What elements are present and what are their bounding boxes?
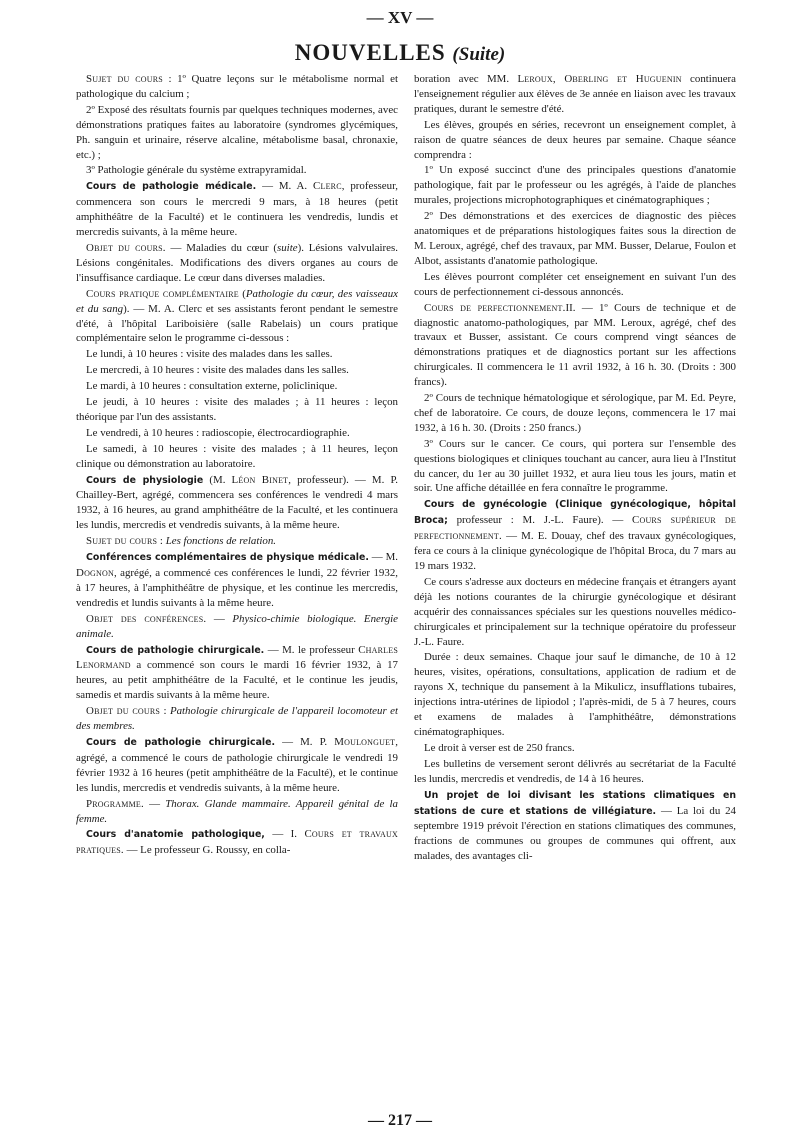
paragraph-t: — I.	[264, 828, 305, 841]
paragraph-sc: Cours pratique complémentaire	[86, 287, 239, 300]
paragraph-sc2: Moulonguet	[334, 735, 396, 748]
right-column	[414, 72, 736, 1098]
right-paragraph	[414, 437, 736, 497]
paragraph-t: — M. le professeur	[264, 643, 359, 656]
paragraph-it: suite	[277, 241, 298, 254]
paragraph-t: Le samedi, à 10 heures : visite des malades ; à 11 heures, leçon clinique ou démonstration au laboratoire.	[76, 442, 398, 470]
paragraph-t: :	[160, 705, 170, 718]
left-paragraph	[76, 163, 398, 178]
right-paragraph	[414, 575, 736, 650]
paragraph-it: Les fonctions de relation.	[165, 535, 276, 548]
right-paragraph	[414, 72, 736, 117]
paragraph-t2: , professeur). — M. P. Chailley-Bert, agrégé, commencera ses conférences le vendredi 4 mars 1932, à 16 heures, au grand amphithéâtre de la Faculté, et les continuera les lundis, mercredis et vendredis suivants, à la même heure.	[76, 473, 398, 532]
paragraph-t: Le droit à verser est de 250 francs.	[424, 741, 575, 754]
paragraph-t: II.	[565, 301, 582, 314]
paragraph-t: Le lundi, à 10 heures : visite des malades dans les salles.	[86, 348, 333, 361]
paragraph-it: Pathologie chirurgicale de l'appareil locomoteur et des membres.	[76, 705, 398, 733]
paragraph-h: Cours de pathologie médicale.	[86, 181, 257, 193]
left-paragraph	[76, 179, 398, 240]
paragraph-t: (	[238, 287, 246, 300]
paragraph-t2: — 1º Cours de technique et de diagnostic anatomo-pathologiques, par MM. Leroux, agrégé, chef des travaux et Busser, assistant. Ce cours comprend vingt séances de démonstrations pratiques et de diagnostics portant sur les affections chirurgicales. Il commencera le 11 avril 1932, à 16 h. 30. (Droits : 300 francs).	[414, 301, 736, 389]
paragraph-t: Le mardi, à 10 heures : consultation externe, policlinique.	[86, 380, 338, 393]
right-paragraph	[414, 118, 736, 163]
paragraph-t: — M. A.	[256, 180, 314, 193]
paragraph-t2: , agrégé, a commencé le cours de pathologie chirurgicale le vendredi 19 février 1932 à 16 heures (petit amphithéâtre de la Faculté), et le continue les lundis, mercredis et vendredis suivants, à la même heure.	[76, 735, 398, 794]
paragraph-h: Cours de physiologie	[86, 474, 204, 486]
right-paragraph	[414, 301, 736, 390]
right-paragraph	[414, 757, 736, 787]
paragraph-sc: Cours de perfectionnement.	[424, 301, 566, 314]
paragraph-sc: Objet des conférences.	[86, 612, 207, 625]
left-paragraph	[76, 797, 398, 827]
paragraph-sc: Sujet du cours	[86, 73, 163, 85]
page-number: — 217 —	[368, 1112, 432, 1129]
paragraph-t2: — Le professeur G. Roussy, en colla-	[123, 844, 291, 857]
paragraph-t2: a commencé son cours le mardi 16 février 1932, à 17 heures, au petit amphithéâtre de la Faculté, et le continue les jeudis, samedis et mardis suivants à la même heure.	[76, 659, 398, 702]
paragraph-sc2: Cours et travaux pratiques.	[76, 828, 398, 857]
paragraph-t: Le mercredi, à 10 heures : visite des malades dans les salles.	[86, 364, 349, 377]
paragraph-h: Cours de pathologie chirurgicale.	[86, 736, 276, 748]
left-paragraph	[76, 827, 398, 858]
left-paragraph	[76, 426, 398, 441]
paragraph-t: Les élèves pourront compléter cet enseignement en suivant l'un des cours de perfectionnement ci-dessous annoncés.	[414, 270, 736, 298]
paragraph-sc: Objet du cours	[86, 705, 161, 718]
paragraph-h: Un projet de loi divisant les stations climatiques en stations de cure et stations de villégiature.	[414, 789, 736, 817]
left-paragraph	[76, 103, 398, 163]
paragraph-it: Thorax. Glande mammaire. Appareil génital de la femme.	[76, 797, 398, 825]
roman-folio: — XV —	[366, 8, 434, 27]
paragraph-t: Durée : deux semaines. Chaque jour sauf le dimanche, de 10 à 12 heures, visites, opérations, consultations, application de radium et de rayons X, technique du pansement à la Mikulicz, insufflations tubaires, injections intra-utérines de lipiodol ; l'après-midi, de 5 à 7 heures, cours et examens de malades à l'amphithéâtre, démonstrations cinématographiques.	[414, 651, 736, 738]
paragraph-sc: Objet du cours.	[86, 241, 166, 254]
paragraph-t2: ). Lésions valvulaires. Lésions congénitales. Modifications des divers organes au cours de l'insuffisance cardiaque. Le cœur dans diverses maladies.	[76, 241, 398, 284]
paragraph-t2: — M. E. Douay, chef des travaux gynécologiques, fera ce cours à la clinique gynécologique de l'hôpital Broca, du 7 mars au 19 mars 1932.	[414, 530, 736, 572]
paragraph-t: —	[206, 612, 233, 625]
paragraph-sc2: Léon Binet	[231, 473, 289, 486]
paragraph-t: — M. P.	[275, 735, 335, 748]
section-title	[0, 40, 800, 66]
paragraph-t: 3º Pathologie générale du système extrapyramidal.	[86, 164, 307, 177]
paragraph-t: —	[143, 797, 166, 810]
left-paragraph	[76, 442, 398, 472]
right-paragraph	[414, 270, 736, 300]
right-paragraph	[414, 788, 736, 865]
left-paragraph	[76, 612, 398, 642]
title-main: NOUVELLES	[294, 40, 446, 65]
left-paragraph	[76, 363, 398, 378]
paragraph-h: Conférences complémentaires de physique médicale.	[86, 552, 369, 564]
paragraph-h: Cours d'anatomie pathologique,	[86, 829, 265, 841]
left-paragraph	[76, 735, 398, 796]
left-paragraph	[76, 473, 398, 534]
right-paragraph	[414, 391, 736, 436]
paragraph-sc2: Charles Lenormand	[76, 643, 398, 672]
paragraph-t: professeur : M. J.-L. Faure). —	[447, 514, 633, 527]
paragraph-sc2: Clerc	[313, 180, 342, 193]
left-paragraph	[76, 550, 398, 611]
right-paragraph	[414, 497, 736, 574]
paragraph-t: 1º Un exposé succinct d'une des principales questions d'anatomie pathologique, fait par le professeur ou les agrégés, à l'aide de planches murales, projections microphotographiques et cinématographiques ;	[414, 164, 736, 207]
paragraph-sc: Programme.	[86, 797, 144, 810]
paragraph-t2: ). — M. A. Clerc et ses assistants feront pendant le semestre d'été, à l'hôpital Lariboisière (salle Rabelais) un cours pratique complémentaire selon le programme ci-dessous :	[76, 302, 398, 345]
right-paragraph	[414, 741, 736, 756]
left-paragraph	[76, 534, 398, 549]
paragraph-t: Les élèves, groupés en séries, recevront un enseignement complet, à raison de quatre séances de deux heures par semaine. Chaque séance comprendra :	[414, 118, 736, 161]
paragraph-h: Cours de pathologie chirurgicale.	[86, 644, 265, 656]
paragraph-t: — M.	[368, 551, 398, 564]
left-paragraph	[76, 643, 398, 704]
paragraph-t2: continuera l'enseignement régulier aux élèves de 3e année en liaison avec les travaux pratiques, durant le semestre d'été.	[414, 73, 736, 115]
right-paragraph	[414, 209, 736, 269]
right-paragraph	[414, 163, 736, 208]
paragraph-t2: , professeur, commencera son cours le mercredi 9 mars, à 18 heures (petit amphithéâtre de la Faculté) et le continuera les vendredis, lundis et mercredis suivants, à la même heure.	[76, 180, 398, 239]
paragraph-t: Les bulletins de versement seront délivrés au secrétariat de la Faculté les lundis, mercredis et vendredis, de 14 à 16 heures.	[414, 757, 736, 785]
left-paragraph	[76, 72, 398, 102]
left-paragraph	[76, 347, 398, 362]
paragraph-t: Le vendredi, à 10 heures : radioscopie, électrocardiographie.	[86, 426, 350, 439]
right-paragraph	[414, 650, 736, 739]
left-paragraph	[76, 395, 398, 425]
paragraph-sc2: Leroux, Oberling et Huguenin	[517, 73, 682, 85]
paragraph-it: Physico-chimie biologique. Energie animale.	[76, 612, 398, 640]
paragraph-sc2: Dognon	[76, 567, 114, 579]
paragraph-t: boration avec MM.	[414, 73, 518, 85]
left-column	[76, 72, 398, 1098]
paragraph-sc2: Cours supérieur de perfectionnement.	[414, 514, 736, 543]
paragraph-t: 2º Exposé des résultats fournis par quelques techniques modernes, avec démonstrations pratiques faites au laboratoire (syndromes glycémiques, Ph. sanguin et urinaire, réserve alcaline, métabolisme basal, chronaxie, etc.) ;	[76, 103, 398, 161]
paragraph-t: 2º Des démonstrations et des exercices de diagnostic des pièces anatomiques et de préparations histologiques faites sous la direction de M. Leroux, agrégé, chef des travaux, par MM. Busser, Delarue, Foulon et Albot, assistants d'anatomie pathologique.	[414, 210, 736, 267]
title-suite: (Suite)	[452, 44, 506, 65]
paragraph-t: : 1º Quatre leçons sur le métabolisme normal et pathologique du calcium ;	[76, 73, 398, 100]
left-paragraph	[76, 379, 398, 394]
paragraph-t: Le jeudi, à 10 heures : visite des malades ; à 11 heures : leçon théorique par l'un des assistants.	[76, 396, 398, 423]
left-paragraph	[76, 241, 398, 286]
paragraph-t: :	[157, 535, 166, 548]
paragraph-it: Pathologie du cœur, des vaisseaux et du sang	[76, 287, 398, 315]
paragraph-t: — Maladies du cœur (	[165, 241, 277, 254]
left-paragraph	[76, 704, 398, 734]
left-paragraph	[76, 287, 398, 347]
paragraph-t: 3º Cours sur le cancer. Ce cours, qui portera sur l'ensemble des questions biologiques et cliniques touchant au cancer, aura lieu à l'Institut du cancer, du 1er au 30 juillet 1932, et aura lieu tous les jours, matin et soir. Une affiche détaillée en fera connaître le programme.	[414, 437, 736, 495]
paragraph-t2: , agrégé, a commencé ces conférences le lundi, 22 février 1932, à 17 heures, à l'amphithéâtre de physique, et les continue les mercredis, vendredis et lundis suivants à la même heure.	[76, 567, 398, 609]
paragraph-sc: Sujet du cours	[86, 535, 158, 548]
paragraph-t: (M.	[203, 473, 232, 486]
paragraph-h: Cours de gynécologie (Clinique gynécologique, hôpital Broca;	[414, 499, 736, 527]
paragraph-t: — La loi du 24 septembre 1919 prévoit l'érection en stations climatiques des communes, fractions de communes ou groupes de communes qui offrent, aux malades, des avantages cli-	[414, 804, 736, 863]
paragraph-t: Ce cours s'adresse aux docteurs en médecine français et étrangers ayant déjà les notions courantes de la chirurgie gynécologique et désirant acquérir des connaissances spéciales sur les questions nouvelles médico-chirurgicales et principalement sur la technique opératoire du professeur J.-L. Faure.	[414, 575, 736, 648]
paragraph-t: 2º Cours de technique hématologique et sérologique, par M. Ed. Peyre, chef de laboratoire. Ce cours, de douze leçons, commencera le 17 mai 1932, à 16 h. 30. (Droits : 250 francs.)	[414, 392, 736, 434]
